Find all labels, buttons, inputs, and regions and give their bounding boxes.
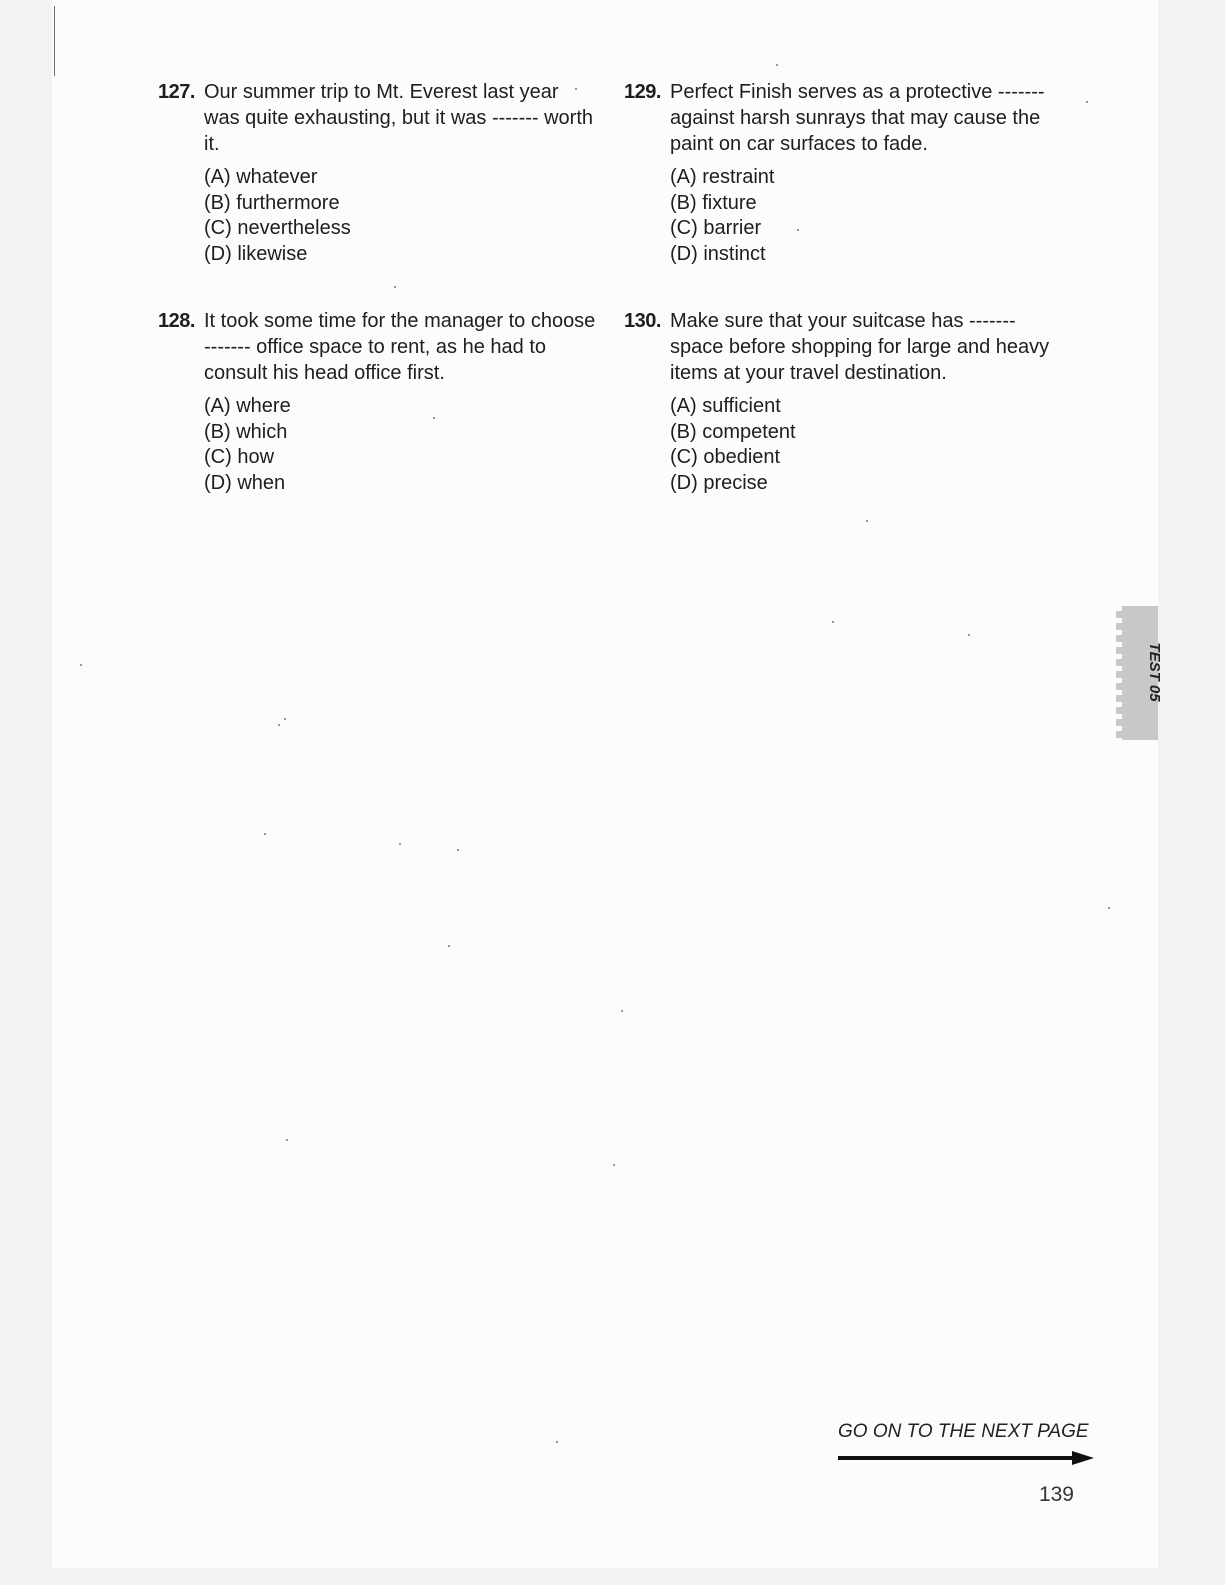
option-a: (A) where (204, 395, 291, 417)
question-text: It took some time for the manager to choose ------- office space to rent, as he had to consult his head office first. (204, 310, 596, 384)
scan-speck (575, 88, 577, 90)
scan-speck (1086, 101, 1088, 103)
scan-speck (448, 945, 450, 947)
option-a: (A) sufficient (670, 395, 781, 417)
option-a: (A) restraint (670, 166, 775, 188)
option-d: (D) instinct (670, 242, 766, 265)
option-d: (D) precise (670, 471, 768, 494)
scan-speck (284, 718, 286, 720)
question-number: 128. (158, 310, 195, 332)
scan-speck (776, 64, 778, 66)
scan-speck (621, 1010, 623, 1012)
question-number: 130. (624, 310, 661, 332)
scan-speck (613, 1164, 615, 1166)
test-section-tab (1116, 606, 1163, 740)
option-c: (C) nevertheless (204, 217, 351, 239)
tab-serrated-edge (1116, 606, 1122, 740)
question-130 (624, 308, 1064, 496)
right-arrow-icon (838, 1451, 1094, 1465)
option-c: (C) barrier (670, 217, 762, 239)
scan-speck (866, 520, 868, 522)
binding-line (54, 6, 55, 76)
scan-speck (286, 1139, 288, 1141)
scan-speck (1108, 907, 1110, 909)
scan-speck (797, 229, 799, 231)
next-page-instruction: GO ON TO THE NEXT PAGE (838, 1421, 1089, 1442)
answer-options (204, 165, 598, 267)
scan-speck (399, 843, 401, 845)
option-b: (B) competent (670, 420, 796, 443)
question-128 (158, 308, 598, 496)
question-127 (158, 79, 598, 267)
question-text: Make sure that your suitcase has ------- space before shopping for large and heavy items at your travel destination. (670, 310, 1050, 384)
answer-options (670, 394, 1064, 496)
scan-speck (556, 1441, 558, 1443)
scan-speck (394, 286, 396, 288)
answer-options (670, 165, 1064, 267)
scan-speck (832, 621, 834, 623)
test-section-label: TEST 05 (1146, 642, 1163, 702)
question-text: Our summer trip to Mt. Everest last year was quite exhausting, but it was ------- worth it. (204, 81, 594, 155)
option-b: (B) which (204, 420, 288, 443)
option-b: (B) fixture (670, 191, 757, 214)
question-129 (624, 79, 1064, 267)
scan-speck (433, 417, 435, 419)
page-number: 139 (1038, 1483, 1074, 1506)
option-a: (A) whatever (204, 166, 318, 188)
question-text: Perfect Finish serves as a protective ------- against harsh sunrays that may cause the paint on car surfaces to fade. (670, 81, 1045, 155)
option-c: (C) how (204, 446, 275, 468)
scan-speck (457, 849, 459, 851)
scan-speck (80, 664, 82, 666)
option-b: (B) furthermore (204, 191, 340, 214)
scan-speck (278, 724, 280, 726)
scan-speck (264, 833, 266, 835)
scan-speck (968, 634, 970, 636)
answer-options (204, 394, 598, 496)
option-d: (D) when (204, 471, 286, 494)
option-c: (C) obedient (670, 446, 781, 468)
question-number: 127. (158, 81, 195, 103)
option-d: (D) likewise (204, 242, 308, 265)
question-number: 129. (624, 81, 661, 103)
